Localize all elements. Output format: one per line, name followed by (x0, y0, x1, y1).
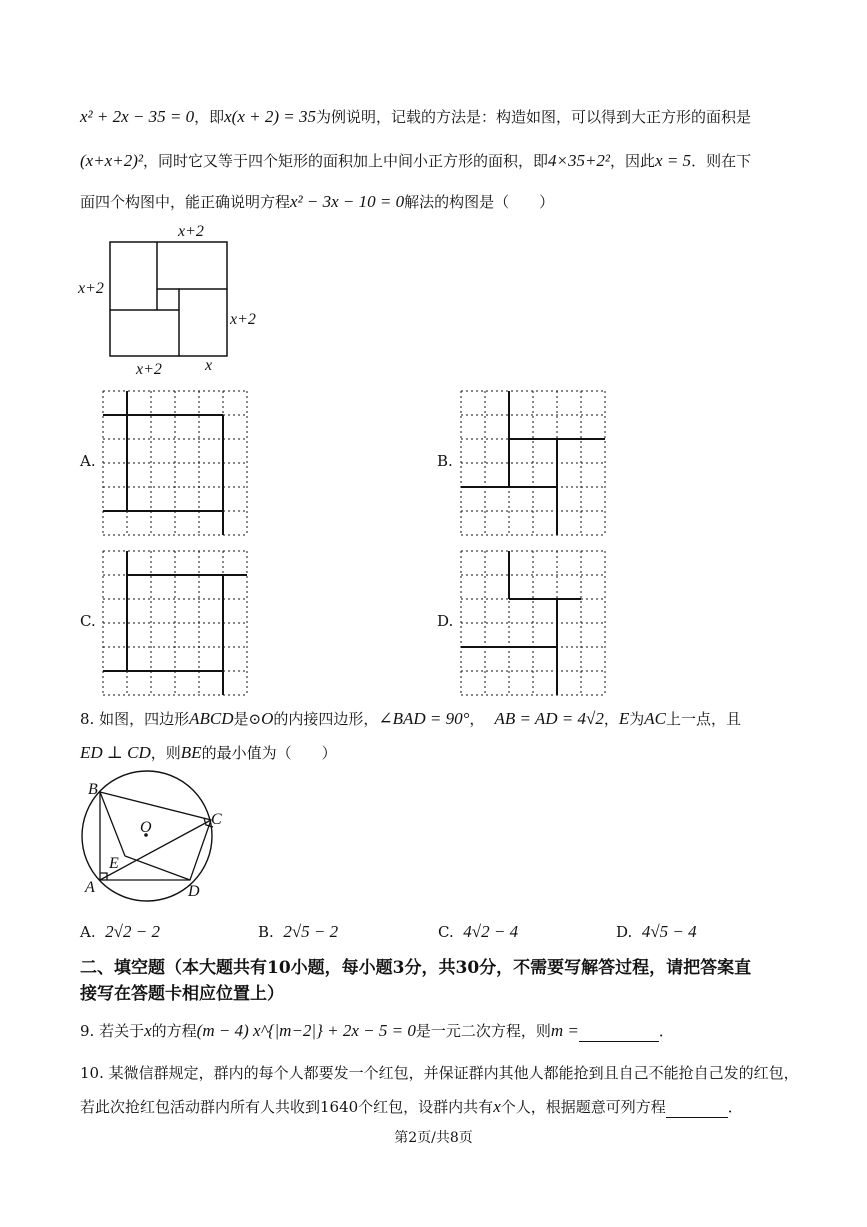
q8-choice-c[interactable] (438, 922, 518, 942)
q8-text: ， (603, 710, 619, 728)
q10-line-2 (80, 1096, 743, 1118)
rect-top-right (157, 242, 227, 289)
label-bottom-left: x+2 (136, 361, 162, 378)
option-c-label[interactable]: C. (80, 612, 96, 630)
section-2-heading-cont: 接写在答题卡相应位置上） (80, 984, 284, 1004)
option-a-label[interactable]: A. (80, 452, 96, 470)
q8-figure (78, 772, 228, 907)
q9-line (80, 1020, 674, 1042)
choice-label: A. (80, 923, 96, 941)
q7-text: 为例说明，记载的方法是：构造如图，可以得到大正方形的面积是 (315, 108, 751, 126)
q7-area-sum: 4×35+2² (547, 151, 611, 170)
segment-ed (125, 856, 190, 880)
q9-text: 的方程 (151, 1022, 197, 1040)
page-footer: 第2页/共8页 (394, 1130, 473, 1146)
label-left: x+2 (78, 280, 104, 297)
q8-text: 为 (629, 710, 645, 728)
q7-reference-figure (78, 220, 268, 380)
q10-text: ． (727, 1098, 743, 1116)
choice-value: 2√2 − 2 (105, 922, 160, 941)
label-d: D (188, 883, 200, 900)
q7-text: 解法的构图是（ ） (404, 193, 555, 211)
q7-line-3 (80, 191, 554, 213)
option-c-figure[interactable] (102, 550, 248, 692)
q8-angle: ∠BAD = 90° (378, 709, 470, 728)
q7-line-1 (80, 106, 751, 128)
q8-text: ，则 (150, 744, 181, 762)
q7-text: 面四个构图中，能正确说明方程 (80, 193, 291, 211)
q7-solution: x = 5 (655, 151, 692, 170)
q7-equation-2: x(x + 2) = 35 (224, 107, 316, 126)
q8-text: 8. 如图，四边形 (80, 710, 190, 728)
q8-choice-a[interactable] (80, 922, 160, 942)
option-a-figure[interactable] (102, 390, 248, 532)
choice-label: B. (258, 923, 274, 941)
q8-lengths: AB = AD = 4√2 (494, 709, 604, 728)
choice-label: D. (616, 923, 633, 941)
label-e: E (109, 855, 119, 872)
q8-text: ， (469, 710, 485, 728)
q9-text: ． (658, 1022, 674, 1040)
label-o: O (140, 819, 152, 836)
q8-text: 是⊙ (233, 710, 262, 728)
q7-text: ，因此 (610, 152, 656, 170)
q8-text: 的最小值为（ ） (201, 744, 337, 762)
outer-square (110, 242, 227, 356)
choice-value: 2√5 − 2 (283, 922, 339, 941)
label-b: B (88, 781, 98, 798)
option-d-figure[interactable] (460, 550, 606, 692)
rect-bottom-right (179, 289, 227, 356)
q7-equation: x² + 2x − 35 = 0 (80, 107, 195, 126)
option-d-label[interactable]: D. (437, 612, 454, 630)
label-c: C (211, 811, 222, 828)
label-bottom-right: x (205, 357, 213, 374)
section-2-heading: 二、填空题（本大题共有10小题，每小题3分，共30分，不需要写解答过程，请把答案直 (80, 958, 752, 978)
q8-segment-ac: AC (644, 709, 666, 728)
label-a: A (85, 879, 95, 896)
choice-label: C. (438, 923, 454, 941)
q8-segment-be: BE (180, 743, 202, 762)
q9-equation: (m − 4) x^{|m−2|} + 2x − 5 = 0 (196, 1021, 416, 1040)
label-right: x+2 (230, 311, 256, 328)
q10-var: x (493, 1097, 501, 1116)
q8-point-e: E (618, 709, 630, 728)
option-b-label[interactable]: B. (437, 452, 453, 470)
q10-text: 若此次抢红包活动群内所有人共收到1640个红包，设群内共有 (80, 1098, 494, 1116)
q7-text: ．则在下 (691, 152, 752, 170)
q10-text: 个人，根据题意可列方程 (500, 1098, 666, 1116)
label-top: x+2 (178, 223, 204, 240)
q9-text: 是一元二次方程，则 (415, 1022, 551, 1040)
q7-line-2 (80, 150, 751, 172)
q8-choice-d[interactable] (616, 922, 697, 942)
q7-area-expression: (x+x+2)² (80, 151, 143, 170)
q8-text: 上一点，且 (666, 710, 742, 728)
choice-value: 4√5 − 4 (641, 922, 697, 941)
q8-circle: O (261, 709, 274, 728)
q8-choice-b[interactable] (258, 922, 338, 942)
q9-var: x (144, 1021, 152, 1040)
q8-perpendicular: ED ⊥ CD (80, 743, 151, 762)
q8-line-1 (80, 708, 741, 730)
q8-quad: ABCD (189, 709, 234, 728)
q10-answer-blank[interactable] (666, 1099, 728, 1118)
q7-target-equation: x² − 3x − 10 = 0 (290, 192, 405, 211)
choice-value: 4√2 − 4 (463, 922, 519, 941)
q7-text: ，即 (194, 108, 225, 126)
q9-m: m = (550, 1021, 579, 1040)
center-square (157, 289, 179, 310)
q7-text: ，同时它又等于四个矩形的面积加上中间小正方形的面积，即 (142, 152, 548, 170)
q8-line-2 (80, 742, 337, 764)
q10-line-1: 10. 某微信群规定，群内的每个人都要发一个红包，并保证群内其他人都能抢到且自己不能抢自己发的红包， (80, 1064, 799, 1082)
q8-text: 的内接四边形， (273, 710, 379, 728)
q9-answer-blank[interactable] (579, 1023, 659, 1042)
rect-bottom-left (110, 310, 179, 356)
segment-be (100, 792, 125, 856)
q9-text: 9. 若关于 (80, 1022, 145, 1040)
rect-top-left (110, 242, 157, 310)
option-b-figure[interactable] (460, 390, 606, 532)
